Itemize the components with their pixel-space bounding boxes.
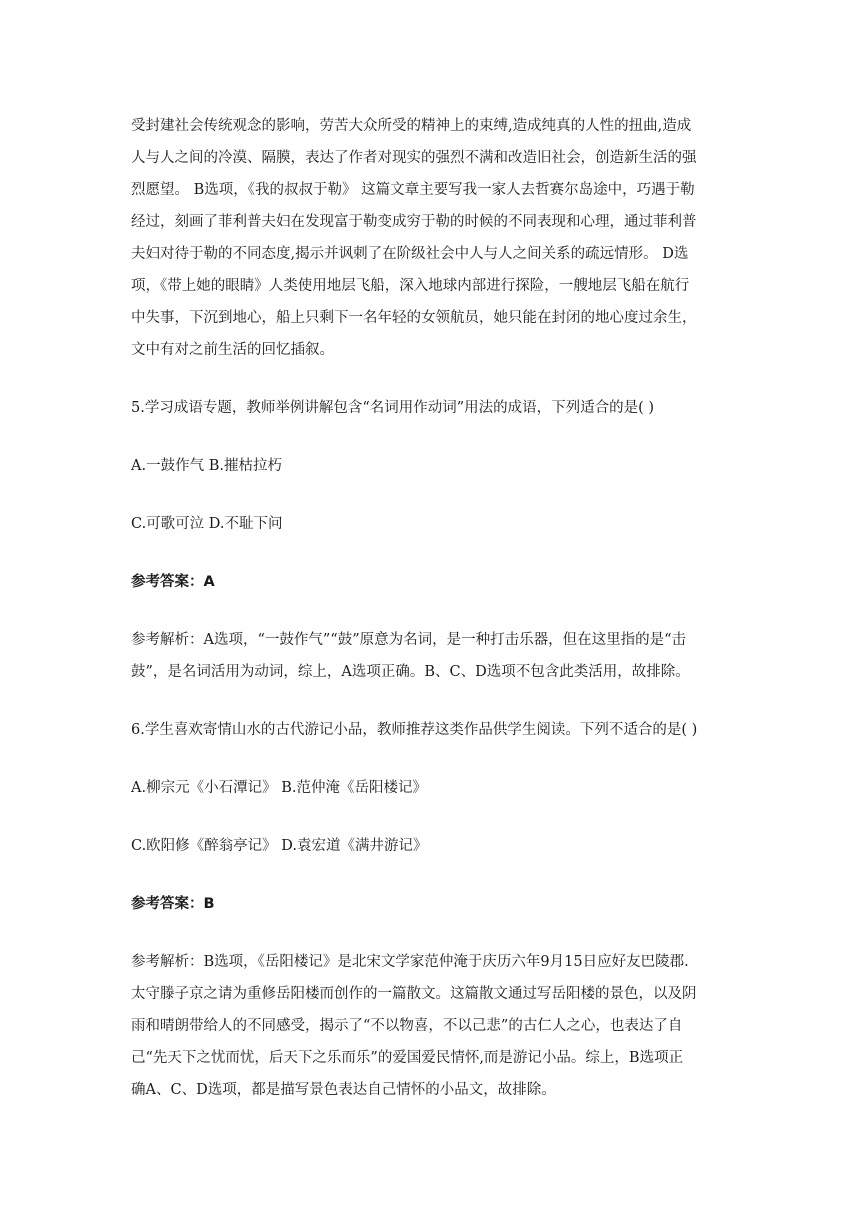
intro-paragraph <box>131 110 733 366</box>
text-line: 参考解析：A选项，“一鼓作气”“鼓”原意为名词，是一种打击乐器，但在这里指的是“击 <box>131 632 687 648</box>
text-line: 鼓”，是名词活用为动词，综上，A选项正确。B、C、D选项不包含此类活用，故排除。 <box>131 664 690 680</box>
text-line: 中失事，下沉到地心，船上只剩下一名年轻的女领航员，她只能在封闭的地心度过余生， <box>131 310 697 326</box>
text-line: 夫妇对待于勒的不同态度,揭示并讽刺了在阶级社会中人与人之间关系的疏远情形。 D选 <box>131 246 689 262</box>
question-5-answer: 参考答案：A <box>131 574 215 590</box>
question-5: 5.学习成语专题，教师举例讲解包含“名词用作动词”用法的成语，下列适合的是( ) <box>131 400 655 416</box>
text-line: 人与人之间的冷漠、隔膜，表达了作者对现实的强烈不满和改造旧社会，创造新生活的强 <box>131 150 697 166</box>
question-6-options-ab: A.柳宗元《小石潭记》 B.范仲淹《岳阳楼记》 <box>131 780 427 796</box>
question-6-answer: 参考答案：B <box>131 896 215 912</box>
text-line: 项，《带上她的眼睛》人类使用地层飞船，深入地球内部进行探险，一艘地层飞船在航行 <box>131 278 690 294</box>
question-5-options-ab: A.一鼓作气 B.摧枯拉朽 <box>131 458 282 474</box>
question-5-options-cd: C.可歌可泣 D.不耻下问 <box>131 516 283 532</box>
text-line: 雨和晴朗带给人的不同感受，揭示了“不以物喜，不以己悲”的古仁人之心，也表达了自 <box>131 1018 683 1034</box>
text-line: 文中有对之前生活的回忆插叙。 <box>131 342 334 358</box>
text-line: 己“先天下之忧而忧，后天下之乐而乐”的爱国爱民情怀,而是游记小品。综上，B选项正 <box>131 1050 684 1066</box>
text-line: 太守滕子京之请为重修岳阳楼而创作的一篇散文。这篇散文通过写岳阳楼的景色，以及阴 <box>131 986 697 1002</box>
text-line: 参考解析：B选项，《岳阳楼记》是北宋文学家范仲淹于庆历六年9月15日应好友巴陵郡. <box>131 954 689 970</box>
text-line: 受封建社会传统观念的影响，劳苦大众所受的精神上的束缚,造成纯真的人性的扭曲,造成 <box>131 118 692 134</box>
question-6: 6.学生喜欢寄情山水的古代游记小品，教师推荐这类作品供学生阅读。下列不适合的是( ) <box>131 722 698 738</box>
document-page <box>131 110 733 1106</box>
question-5-analysis <box>131 624 733 688</box>
text-line: 确A、C、D选项，都是描写景色表达自己情怀的小品文，故排除。 <box>131 1082 556 1098</box>
text-line: 烈愿望。 B选项，《我的叔叔于勒》 这篇文章主要写我一家人去哲赛尔岛途中，巧遇于勒 <box>131 182 695 198</box>
question-6-options-cd: C.欧阳修《醉翁亭记》 D.袁宏道《满井游记》 <box>131 838 428 854</box>
question-6-analysis <box>131 946 733 1106</box>
text-line: 经过，刻画了菲利普夫妇在发现富于勒变成穷于勒的时候的不同表现和心理，通过菲利普 <box>131 214 697 230</box>
